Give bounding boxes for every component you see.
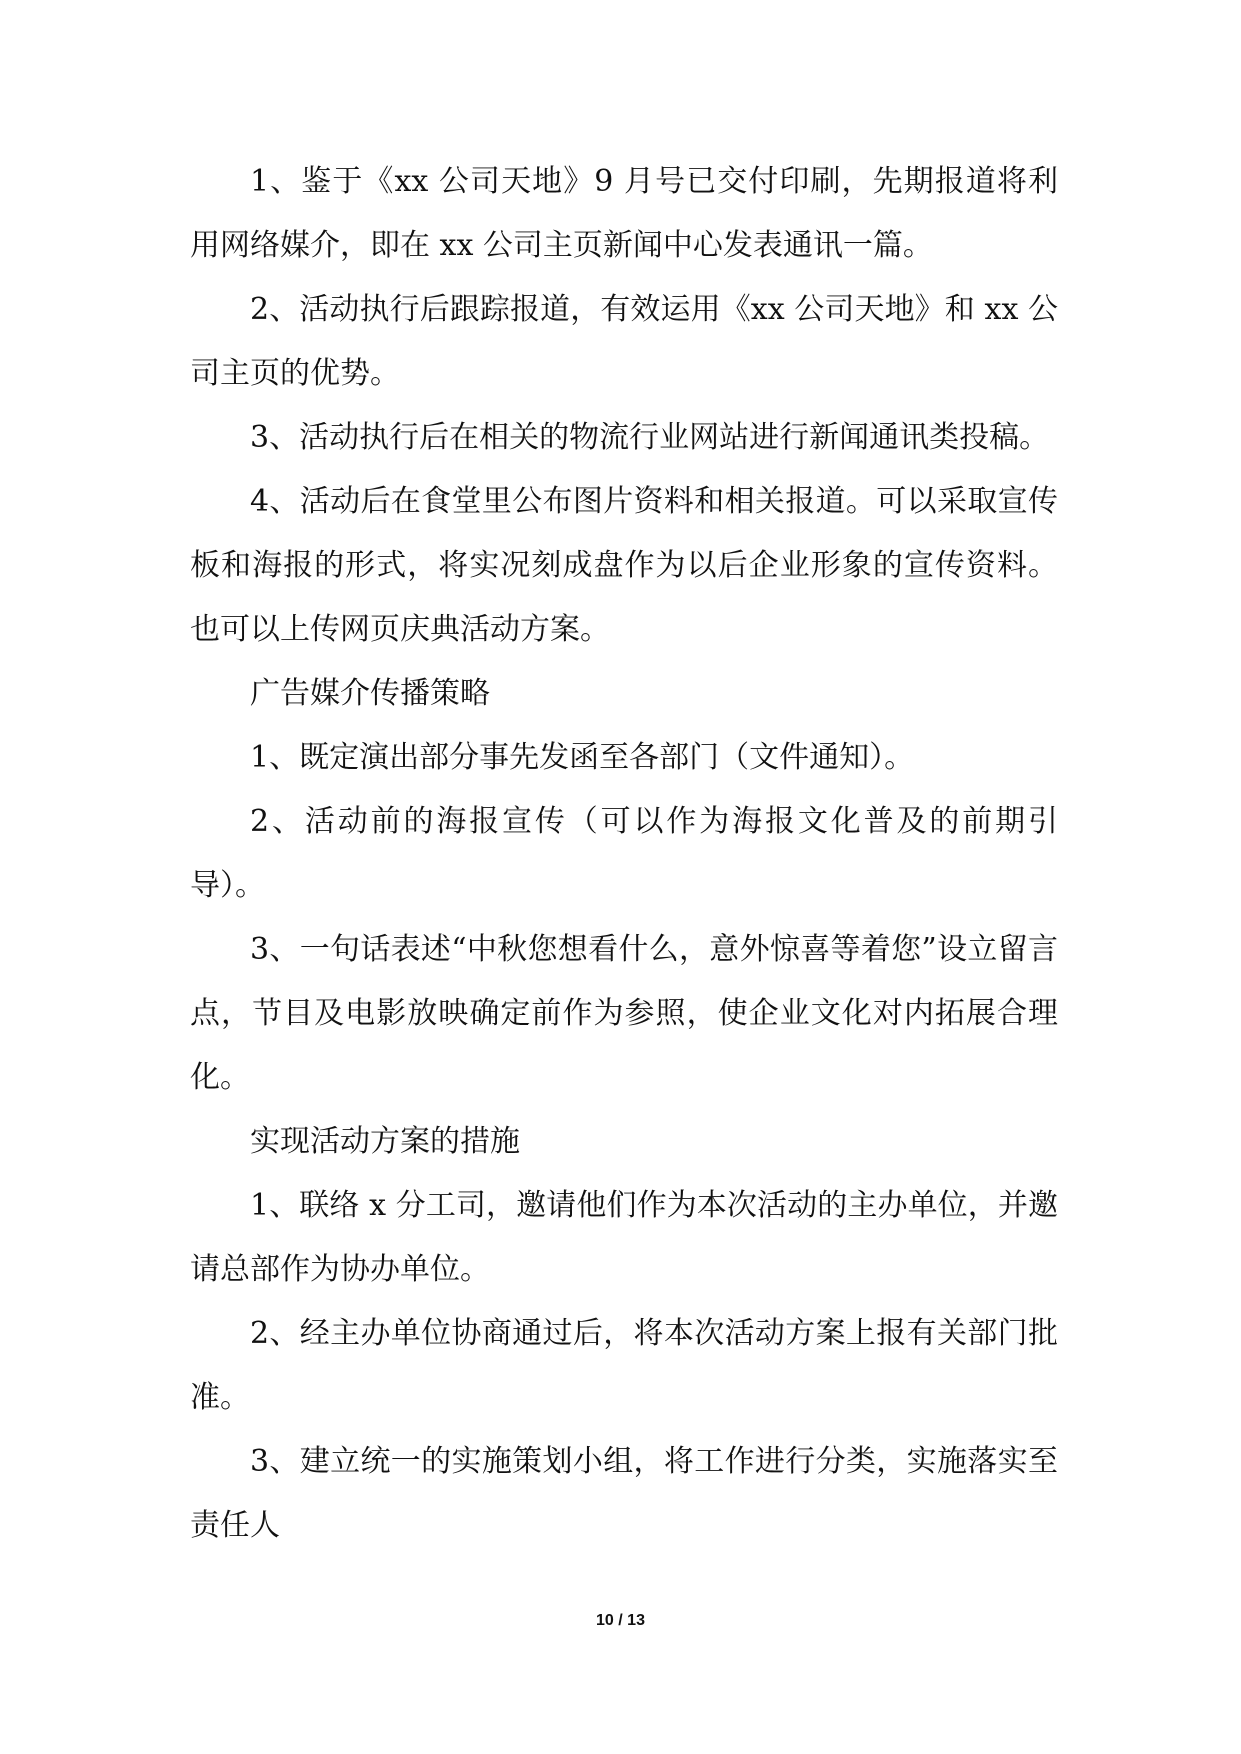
paragraph-7: 2、活动前的海报宣传（可以作为海报文化普及的前期引导）。	[190, 804, 1058, 903]
paragraph-4: 4、活动后在食堂里公布图片资料和相关报道。可以采取宣传板和海报的形式，将实况刻成盘作为以后企业形象的宣传资料。也可以上传网页庆典活动方案。	[190, 484, 1058, 647]
section-heading-measures: 实现活动方案的措施	[250, 1124, 520, 1159]
paragraph-3: 3、活动执行后在相关的物流行业网站进行新闻通讯类投稿。	[250, 420, 1050, 455]
document-body	[190, 150, 1058, 1558]
section-heading-advertising: 广告媒介传播策略	[250, 676, 490, 711]
page-number: 10 / 13	[596, 1612, 645, 1629]
paragraph-6: 1、既定演出部分事先发函至各部门（文件通知）。	[250, 740, 915, 775]
paragraph-8: 3、一句话表述“中秋您想看什么，意外惊喜等着您”设立留言点，节目及电影放映确定前作为参照，使企业文化对内拓展合理化。	[190, 932, 1058, 1095]
paragraph-10: 1、联络 x 分工司，邀请他们作为本次活动的主办单位，并邀请总部作为协办单位。	[190, 1188, 1058, 1287]
paragraph-12: 3、建立统一的实施策划小组，将工作进行分类，实施落实至责任人	[190, 1444, 1058, 1543]
paragraph-11: 2、经主办单位协商通过后，将本次活动方案上报有关部门批准。	[190, 1316, 1058, 1415]
paragraph-1: 1、鉴于《xx 公司天地》9 月号已交付印刷，先期报道将利用网络媒介，即在 xx 公司主页新闻中心发表通讯一篇。	[190, 164, 1058, 263]
paragraph-2: 2、活动执行后跟踪报道，有效运用《xx 公司天地》和 xx 公司主页的优势。	[190, 292, 1058, 391]
